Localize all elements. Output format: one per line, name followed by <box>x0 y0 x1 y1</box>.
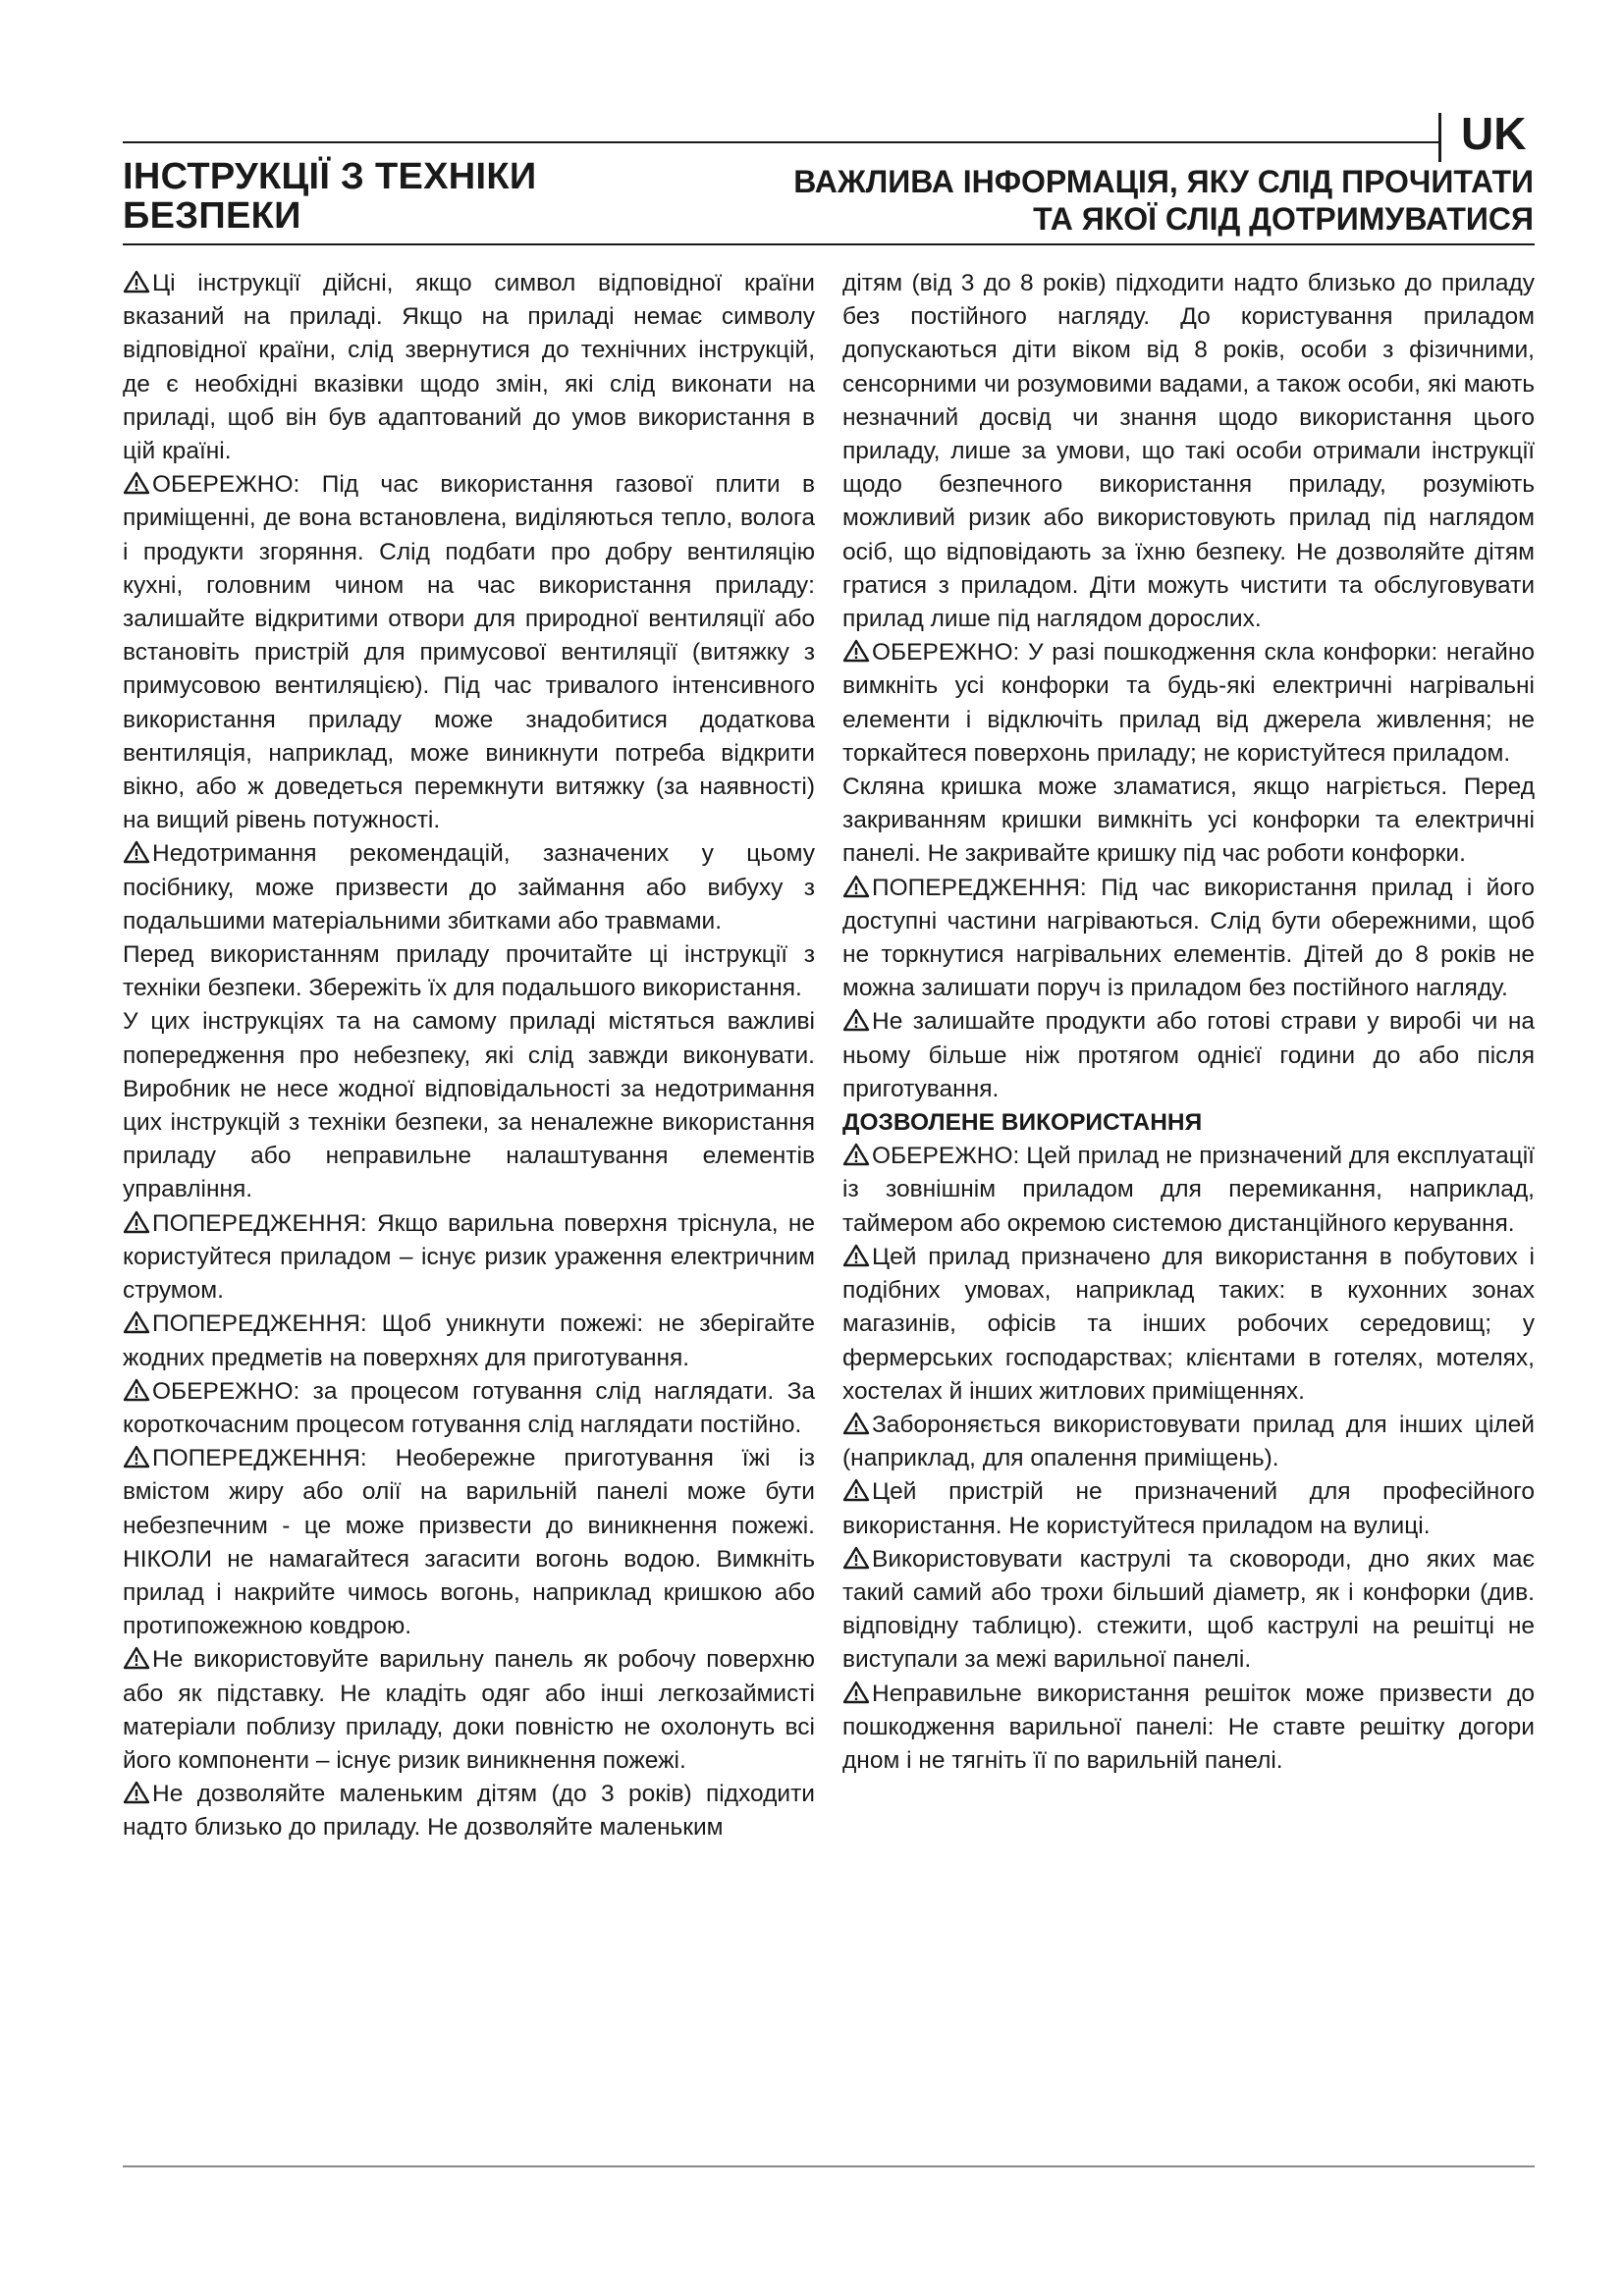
paragraph-text: дітям (від 3 до 8 років) підходити надто близько до приладу без постійного нагляду. До користування приладом допускаються діти віком від 8 років, особи з фізичними, сенсорними чи розумовими вадами, а також особи, які мають незначний досвід чи знання щодо використання цього приладу, лише за умови, що такі особи отримали інструкції щодо безпечного використання приладу, розуміють можливий ризик або використовують прилад під наглядом осіб, що відповідають за їхню безпеку. Не дозволяйте дітям гратися з приладом. Діти можуть чистити та обслуговувати прилад лише під наглядом дорослих. <box>842 270 1535 633</box>
paragraph-text: ПОПЕРЕДЖЕННЯ: Під час використання прилад і його доступні частини нагріваються. Слід бути обережними, щоб не торкнутися нагрівальних елементів. Дітей до 8 років не можна залишати поруч із приладом без постійного нагляду. <box>842 874 1535 1002</box>
paragraph <box>842 771 1535 872</box>
warning-triangle-icon <box>123 1378 150 1402</box>
paragraph-text: ОБЕРЕЖНО: Під час використання газової плити в приміщенні, де вона встановлена, виділяються тепло, волога і продукти згоряння. Слід подбати про добру вентиляцію кухні, головним чином на час використання приладу: залишайте відкритими отвори для природної вентиляції або встановіть пристрій для примусової вентиляції (витяжку з примусовою вентиляцією). Під час тривалого інтенсивного використання приладу може знадобитися додаткова вентиляція, наприклад, може виникнути потреба відкрити вікно, або ж доведеться перемкнути витяжку (за наявності) на вищий рівень потужності. <box>123 471 815 834</box>
language-code: UK <box>1461 108 1527 159</box>
paragraph-text: Недотримання рекомендацій, зазначених у цьому посібнику, може призвести до займання або вибуху з подальшими матеріальними збитками або травмами. <box>123 840 815 934</box>
paragraph-text: Використовувати каструлі та сковороди, дно яких має такий самий або трохи більший діаметр, як і конфорки (див. відповідну таблицю). стежити, щоб каструлі на решітці не виступали за межі варильної панелі. <box>842 1545 1535 1674</box>
header-rule <box>123 243 1535 245</box>
paragraph <box>123 837 815 938</box>
paragraph <box>123 1207 815 1308</box>
warning-triangle-icon <box>842 1412 870 1435</box>
page-subtitle <box>677 163 1534 238</box>
warning-triangle-icon <box>842 1244 870 1267</box>
left-column <box>123 267 815 2132</box>
paragraph-text: Цей пристрій не призначений для професійного використання. Не користуйтеся приладом на вулиці. <box>842 1478 1535 1539</box>
warning-triangle-icon <box>842 1143 870 1166</box>
paragraph-text: У цих інструкціях та на самому приладі містяться важливі попередження про небезпеку, які слід завжди виконувати. Виробник не несе жодної відповідальності за недотримання цих інструкцій з техніки безпеки, за неналежне використання приладу або неправильне налаштування елементів управління. <box>123 1008 815 1203</box>
paragraph-text: Перед використанням приладу прочитайте ці інструкції з техніки безпеки. Збережіть їх для подальшого використання. <box>123 941 815 1002</box>
paragraph <box>842 872 1535 1006</box>
paragraph <box>123 1442 815 1643</box>
paragraph-text: Забороняється використовувати прилад для інших цілей (наприклад, для опалення приміщень). <box>842 1411 1535 1472</box>
paragraph-text: ПОПЕРЕДЖЕННЯ: Щоб уникнути пожежі: не зберігайте жодних предметів на поверхнях для приготування. <box>123 1310 815 1371</box>
warning-triangle-icon <box>842 1681 870 1704</box>
warning-triangle-icon <box>123 1210 150 1234</box>
paragraph <box>842 1475 1535 1542</box>
section-heading: ДОЗВОЛЕНЕ ВИКОРИСТАННЯ <box>842 1109 1203 1137</box>
paragraph-text: Не використовуйте варильну панель як робочу поверхню або як підставку. Не кладіть одяг або інші легкозаймисті матеріали поблизу приладу, доки повністю не охолонуть всі його компоненти – існує ризик виникнення пожежі. <box>123 1646 815 1774</box>
paragraph <box>123 1308 815 1374</box>
paragraph-text: ОБЕРЕЖНО: У разі пошкодження скла конфорки: негайно вимкніть усі конфорки та будь-які електричні нагрівальні елементи і відключіть прилад від джерела живлення; не торкайтеся поверхонь приладу; не користуйтеся приладом. <box>842 639 1535 767</box>
warning-triangle-icon <box>123 1646 150 1670</box>
warning-triangle-icon <box>123 840 150 864</box>
language-tick <box>1438 113 1441 162</box>
paragraph <box>842 1005 1535 1106</box>
paragraph <box>842 1241 1535 1409</box>
warning-triangle-icon <box>123 1781 150 1804</box>
paragraph-text: Не залишайте продукти або готові страви у виробі чи на ньому більше ніж протягом однієї години до або після приготування. <box>842 1008 1535 1102</box>
paragraph <box>123 468 815 837</box>
right-column <box>842 267 1535 2132</box>
paragraph-text: Скляна кришка може зламатися, якщо нагріється. Перед закриванням кришки вимкніть усі конфорки та електричні панелі. Не закривайте кришку під час роботи конфорки. <box>842 774 1535 868</box>
paragraph <box>123 1005 815 1206</box>
paragraph <box>123 1643 815 1778</box>
paragraph <box>842 636 1535 771</box>
warning-triangle-icon <box>123 1445 150 1468</box>
page-subtitle-line-1: ВАЖЛИВА ІНФОРМАЦІЯ, ЯКУ СЛІД ПРОЧИТАТИ <box>793 164 1534 199</box>
paragraph <box>842 1409 1535 1475</box>
paragraph-text: ПОПЕРЕДЖЕННЯ: Якщо варильна поверхня тріснула, не користуйтеся приладом – існує ризик ураження електричним струмом. <box>123 1209 815 1305</box>
paragraph-text: Ці інструкції дійсні, якщо символ відповідної країни вказаний на приладі. Якщо на приладі немає символу відповідної країни, слід звернутися до технічних інструкцій, де є необхідні вказівки щодо змін, які слід виконати на приладі, щоб він був адаптований до умов використання в цій країні. <box>123 270 815 465</box>
warning-triangle-icon <box>123 270 150 294</box>
warning-triangle-icon <box>842 1478 870 1502</box>
paragraph-text: Неправильне використання решіток може призвести до пошкодження варильної панелі: Не ставте решітку догори дном і не тягніть її по варильній панелі. <box>842 1680 1535 1774</box>
paragraph <box>842 1543 1535 1678</box>
paragraph <box>842 1140 1535 1241</box>
paragraph <box>123 938 815 1005</box>
language-rule <box>123 141 1438 143</box>
page-title: ІНСТРУКЦІЇ З ТЕХНІКИ БЕЗПЕКИ <box>123 156 537 237</box>
warning-triangle-icon <box>123 1310 150 1334</box>
paragraph <box>842 1678 1535 1779</box>
warning-triangle-icon <box>842 875 870 898</box>
warning-triangle-icon <box>842 1008 870 1032</box>
warning-triangle-icon <box>842 639 870 663</box>
warning-triangle-icon <box>842 1546 870 1570</box>
paragraph-text: Не дозволяйте маленьким дітям (до 3 років) підходити надто близько до приладу. Не дозволяйте маленьким <box>123 1781 815 1842</box>
paragraph-text: ПОПЕРЕДЖЕННЯ: Необережне приготування їжі із вмістом жиру або олії на варильній панелі може бути небезпечним - це може призвести до виникнення пожежі. НІКОЛИ не намагайтеся загасити вогонь водою. Вимкніть прилад і накрийте чимось вогонь, наприклад кришкою або протипожежною ковдрою. <box>123 1445 815 1640</box>
paragraph <box>842 267 1535 636</box>
paragraph-text: ОБЕРЕЖНО: за процесом готування слід наглядати. За короткочасним процесом готування слід наглядати постійно. <box>123 1377 815 1438</box>
paragraph <box>123 267 815 468</box>
footer-rule <box>123 2165 1535 2167</box>
paragraph <box>123 1375 815 1442</box>
paragraph <box>123 1778 815 1844</box>
page-subtitle-line-2: ТА ЯКОЇ СЛІД ДОТРИМУВАТИСЯ <box>1033 201 1534 237</box>
paragraph-text: ОБЕРЕЖНО: Цей прилад не призначений для експлуатації із зовнішнім приладом для перемикання, наприклад, таймером або окремою системою дистанційного керування. <box>842 1143 1535 1237</box>
warning-triangle-icon <box>123 471 150 495</box>
paragraph-text: Цей прилад призначено для використання в побутових і подібних умовах, наприклад таких: в кухонних зонах магазинів, офісів та інших робочих середовищ; у фермерських господарствах; клієнтами в готелях, мотелях, хостелах й інших житлових приміщеннях. <box>842 1243 1535 1405</box>
